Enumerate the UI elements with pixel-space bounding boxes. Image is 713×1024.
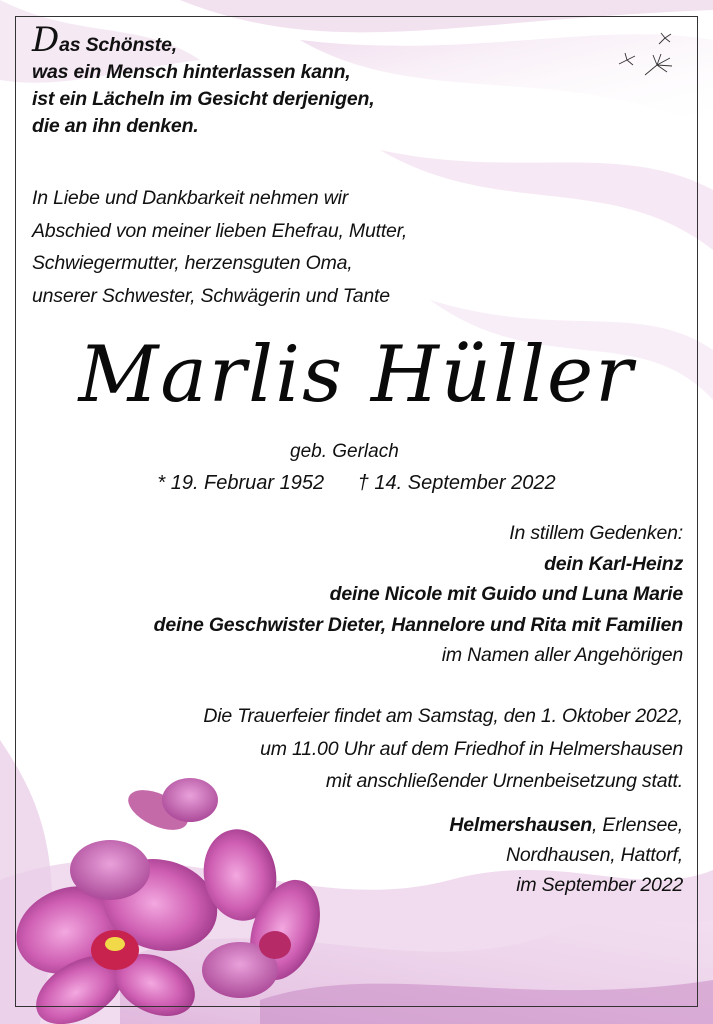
quote-line-1: Das Schönste, bbox=[32, 20, 177, 60]
birth-date: * 19. Februar 1952 bbox=[157, 472, 325, 494]
funeral-service-info bbox=[203, 700, 683, 798]
service-line-2: um 11.00 Uhr auf dem Friedhof in Helmershausen bbox=[260, 737, 683, 760]
quote-line-4: die an ihn denken. bbox=[32, 115, 199, 137]
mourners-list bbox=[154, 518, 683, 671]
quote-line-3: ist ein Lächeln im Gesicht derjenigen, bbox=[32, 88, 375, 110]
intro-text bbox=[32, 182, 407, 312]
place-main: Helmershausen bbox=[449, 814, 592, 836]
service-line-1: Die Trauerfeier findet am Samstag, den 1. Oktober 2022, bbox=[203, 705, 683, 727]
death-date: † 14. September 2022 bbox=[357, 472, 556, 494]
mourner-line-3: deine Geschwister Dieter, Hannelore und Rita mit Familien bbox=[153, 613, 683, 636]
place-line-1: Helmershausen, Erlensee, bbox=[449, 814, 683, 836]
intro-line-3: Schwiegermutter, herzensguten Oma, bbox=[32, 252, 353, 274]
mourner-line-2: deine Nicole mit Guido und Luna Marie bbox=[329, 583, 683, 605]
mourner-line-1: dein Karl-Heinz bbox=[544, 552, 683, 575]
mourners-heading: In stillem Gedenken: bbox=[509, 522, 683, 544]
place-line-3: im September 2022 bbox=[516, 874, 683, 896]
intro-line-2: Abschied von meiner lieben Ehefrau, Mutter, bbox=[32, 219, 408, 242]
place-line-2: Nordhausen, Hattorf, bbox=[505, 844, 683, 866]
mourners-closing: im Namen aller Angehörigen bbox=[441, 644, 683, 666]
quote-initial: D bbox=[32, 20, 60, 60]
dandelion-seeds-icon bbox=[615, 30, 685, 80]
life-dates bbox=[0, 472, 713, 495]
intro-line-1: In Liebe und Dankbarkeit nehmen wir bbox=[32, 187, 349, 209]
service-line-3: mit anschließender Urnenbeisetzung statt. bbox=[325, 770, 683, 792]
quote-line-2: was ein Mensch hinterlassen kann, bbox=[32, 61, 351, 83]
deceased-name: Marlis Hüller bbox=[78, 330, 635, 420]
intro-line-4: unserer Schwester, Schwägerin und Tante bbox=[32, 284, 390, 307]
place-and-date bbox=[449, 810, 683, 900]
maiden-name: geb. Gerlach bbox=[290, 441, 399, 462]
memorial-quote bbox=[32, 20, 375, 140]
